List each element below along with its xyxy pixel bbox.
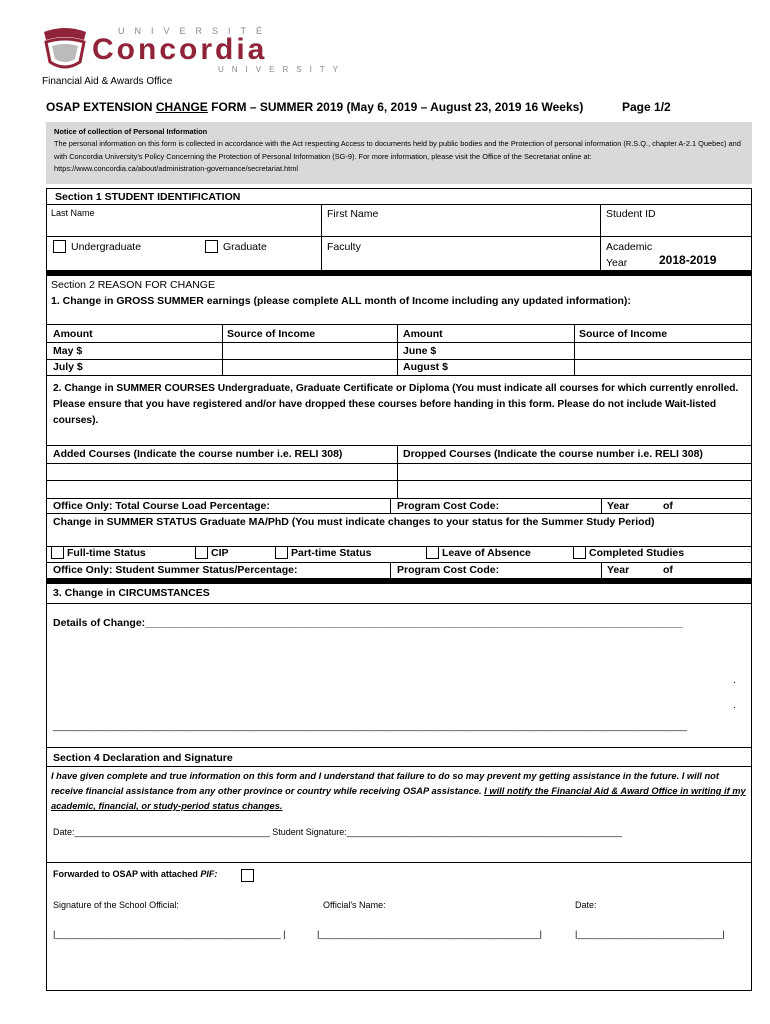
parttime-checkbox[interactable] xyxy=(275,546,288,559)
dot-1: . xyxy=(733,674,736,686)
last-name-label: Last Name xyxy=(51,208,95,218)
official-name-label: Official's Name: xyxy=(323,900,386,910)
details-of-change[interactable]: Details of Change:____________________________________________________________________________________________ xyxy=(53,617,683,629)
logo-wordmark: Concordia xyxy=(92,33,268,66)
official-name-line[interactable]: |____________________________________________| xyxy=(317,929,542,939)
forwarded-to-osap: Forwarded to OSAP with attached PIF: xyxy=(53,869,218,879)
program-cost-code-label-2: Program Cost Code: xyxy=(397,564,500,576)
notice-body: The personal information on this form is collected in accordance with the Act respecting Access to documents held by public bodies and the Protection of personal information (R.S.Q., chapter A-2.1 Quebec) and with Concordia University's Policy Concerning the Protection of Personal Information (SG-9). For more information, please visit the Office of the Secretariat online at: https://www.concordia.ca/about/administration-governance/secretariat.html xyxy=(54,139,741,174)
summer-status-question: Change in SUMMER STATUS Graduate MA/PhD (You must indicate changes to your status for the Summer Study Period) xyxy=(53,516,655,528)
year-label: Year xyxy=(606,257,628,269)
date-signature-line[interactable]: Date:_______________________________________ Student Signature:_______________________________________________________ xyxy=(53,827,623,837)
source-header-right: Source of Income xyxy=(579,328,668,340)
fulltime-checkbox[interactable] xyxy=(51,546,64,559)
june-label: June $ xyxy=(403,345,437,357)
official-date-line[interactable]: |_____________________________| xyxy=(575,929,725,939)
of-label-2: of xyxy=(663,564,673,576)
year-label-1: Year xyxy=(607,500,630,512)
leave-checkbox[interactable] xyxy=(426,546,439,559)
faculty-label: Faculty xyxy=(327,241,361,253)
cip-label: CIP xyxy=(211,547,229,559)
form-title: OSAP EXTENSION CHANGE FORM – SUMMER 2019 (May 6, 2019 – August 23, 2019 16 Weeks) xyxy=(46,100,584,114)
forwarded-checkbox[interactable] xyxy=(241,869,254,882)
q2-summer-courses: 2. Change in SUMMER COURSES Undergraduate, Graduate Certificate or Diploma (You must indicate all courses for which currently enrolled. Please ensure that you have registered and/or have dropped these courses before handing in this form. Please do not include Wait-listed courses). xyxy=(53,383,739,426)
declaration-text: I have given complete and true information on this form and I understand that failure to do so may prevent my getting assistance in the future. I will not receive financial assistance from any other province or country while receiving OSAP assistance. I will notify the Financial Aid & Award Office in writing if my academic, financial, or study-period status changes. xyxy=(51,771,746,811)
added-courses-label: Added Courses (Indicate the course number i.e. RELI 308) xyxy=(53,448,343,460)
fulltime-label: Full-time Status xyxy=(67,547,146,559)
may-label: May $ xyxy=(53,345,83,357)
academic-label: Academic xyxy=(606,241,653,253)
q3-circumstances: 3. Change in CIRCUMSTANCES xyxy=(53,587,210,599)
section1-heading: Section 1 STUDENT IDENTIFICATION xyxy=(55,191,241,203)
dropped-courses-label: Dropped Courses (Indicate the course number i.e. RELI 308) xyxy=(403,448,703,460)
august-label: August $ xyxy=(403,361,448,373)
source-header-left: Source of Income xyxy=(227,328,316,340)
academic-year-value: 2018-2019 xyxy=(659,253,717,267)
undergraduate-checkbox[interactable] xyxy=(53,240,66,253)
student-id-label: Student ID xyxy=(606,208,656,220)
of-label-1: of xyxy=(663,500,673,512)
official-signature-line[interactable]: |_____________________________________________ | xyxy=(53,929,286,939)
completed-checkbox[interactable] xyxy=(573,546,586,559)
year-label-2: Year xyxy=(607,564,630,576)
official-date-label: Date: xyxy=(575,900,597,910)
logo-university-text: UNIVERSITY xyxy=(218,65,347,74)
q1-gross-earnings: 1. Change in GROSS SUMMER earnings (please complete ALL month of Income including any updated information): xyxy=(51,295,631,307)
undergraduate-label: Undergraduate xyxy=(71,241,142,253)
leave-label: Leave of Absence xyxy=(442,547,531,559)
amount-header-left: Amount xyxy=(53,328,93,340)
graduate-label: Graduate xyxy=(223,241,267,253)
july-label: July $ xyxy=(53,361,83,373)
page-number: Page 1/2 xyxy=(622,100,671,114)
details-underline: ________________________________________________________________________________________________________________________ xyxy=(53,721,688,732)
completed-label: Completed Studies xyxy=(589,547,685,559)
program-cost-code-label-1: Program Cost Code: xyxy=(397,500,500,512)
privacy-notice xyxy=(46,122,752,184)
parttime-label: Part-time Status xyxy=(291,547,372,559)
dot-2: . xyxy=(733,699,736,711)
cip-checkbox[interactable] xyxy=(195,546,208,559)
first-name-label: First Name xyxy=(327,208,379,220)
section2-heading: Section 2 REASON FOR CHANGE xyxy=(51,279,215,291)
graduate-checkbox[interactable] xyxy=(205,240,218,253)
section4-heading: Section 4 Declaration and Signature xyxy=(53,752,233,764)
office-status-label: Office Only: Student Summer Status/Percentage: xyxy=(53,564,298,576)
amount-header-right: Amount xyxy=(403,328,443,340)
notice-title: Notice of collection of Personal Information xyxy=(54,127,208,136)
logo-universite-text: UNIVERSITÉ xyxy=(118,26,273,36)
office-name: Financial Aid & Awards Office xyxy=(42,76,173,87)
office-course-load-label: Office Only: Total Course Load Percentage: xyxy=(53,500,270,512)
official-signature-label: Signature of the School Official: xyxy=(53,900,179,910)
osap-form xyxy=(46,188,752,991)
concordia-logo-icon xyxy=(40,26,90,76)
